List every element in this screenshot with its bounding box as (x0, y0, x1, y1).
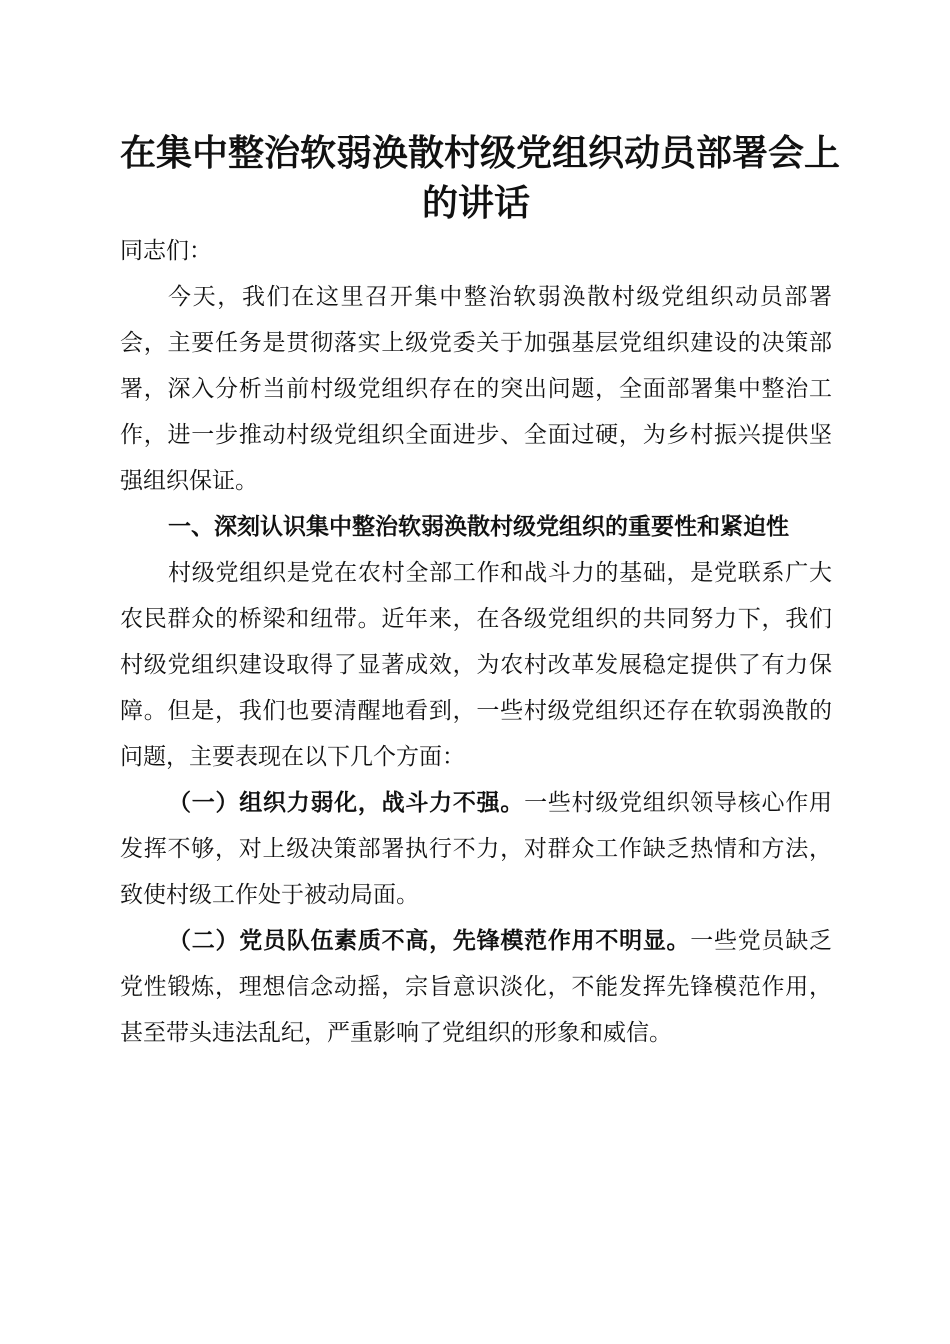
document-page (120, 128, 841, 1056)
title-line-2: 的讲话 (421, 182, 530, 224)
document-title (120, 128, 841, 228)
section-1-heading: 一、深刻认识集中整治软弱涣散村级党组织的重要性和紧迫性 (168, 514, 789, 540)
point-1-lead: （一）组织力弱化，战斗力不强。 (168, 789, 525, 816)
point-1-paragraph (120, 780, 832, 918)
point-1-body: 一些村级党组织领导核心作用发挥不够，对上级决策部署执行不力，对群众工作缺乏热情和方法，致使村级工作处于被动局面。 (120, 790, 833, 908)
point-2-paragraph (120, 918, 832, 1056)
intro-paragraph: 今天，我们在这里召开集中整治软弱涣散村级党组织动员部署会，主要任务是贯彻落实上级党委关于加强基层党组织建设的决策部署，深入分析当前村级党组织存在的突出问题，全面部署集中整治工作，进一步推动村级党组织全面进步、全面过硬，为乡村振兴提供坚强组织保证。 (120, 284, 832, 494)
salutation: 同志们： (120, 238, 212, 264)
point-2-body: 一些党员缺乏党性锻炼，理想信念动摇，宗旨意识淡化，不能发挥先锋模范作用，甚至带头违法乱纪，严重影响了党组织的形象和威信。 (120, 928, 833, 1046)
title-line-1: 在集中整治软弱涣散村级党组织动员部署会上 (120, 132, 841, 174)
section-1-paragraph: 村级党组织是党在农村全部工作和战斗力的基础，是党联系广大农民群众的桥梁和纽带。近年来，在各级党组织的共同努力下，我们村级党组织建设取得了显著成效，为农村改革发展稳定提供了有力保障。但是，我们也要清醒地看到，一些村级党组织还存在软弱涣散的问题，主要表现在以下几个方面： (120, 560, 832, 770)
point-2-lead: （二）党员队伍素质不高，先锋模范作用不明显。 (168, 927, 691, 954)
